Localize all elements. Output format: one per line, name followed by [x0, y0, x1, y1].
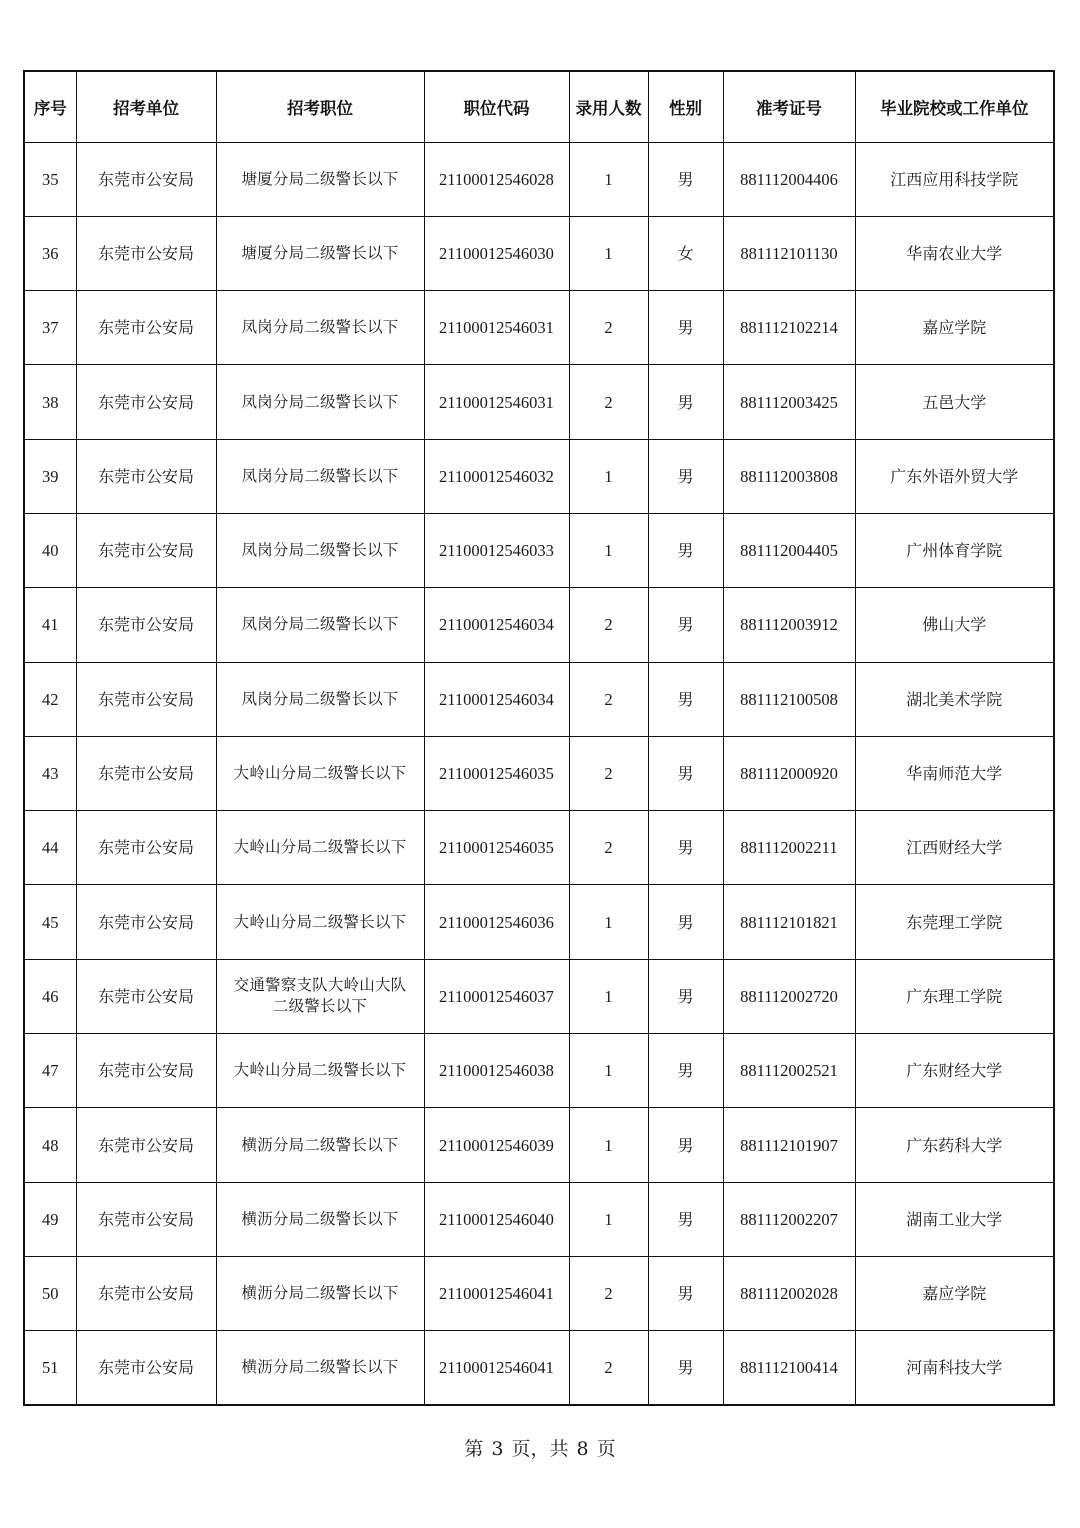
cell-seq: 40: [24, 513, 76, 587]
cell-ticket: 881112100508: [723, 662, 855, 736]
cell-unit: 东莞市公安局: [76, 736, 216, 810]
table-row: [24, 811, 1054, 885]
table-row: [24, 1182, 1054, 1256]
cell-code: 21100012546041: [424, 1256, 569, 1330]
cell-ticket: 881112004405: [723, 513, 855, 587]
cell-school: 江西应用科技学院: [855, 142, 1054, 216]
header-position: 招考职位: [216, 71, 424, 142]
cell-school: 嘉应学院: [855, 291, 1054, 365]
cell-gender: 男: [648, 1034, 723, 1108]
cell-position: 凤岗分局二级警长以下: [216, 439, 424, 513]
cell-seq: 42: [24, 662, 76, 736]
cell-count: 1: [569, 216, 648, 290]
cell-ticket: 881112004406: [723, 142, 855, 216]
cell-ticket: 881112002720: [723, 959, 855, 1033]
header-ticket: 准考证号: [723, 71, 855, 142]
cell-seq: 49: [24, 1182, 76, 1256]
cell-unit: 东莞市公安局: [76, 439, 216, 513]
table-row: [24, 439, 1054, 513]
cell-ticket: 881112101130: [723, 216, 855, 290]
cell-gender: 男: [648, 588, 723, 662]
cell-unit: 东莞市公安局: [76, 588, 216, 662]
cell-position: 大岭山分局二级警长以下: [216, 736, 424, 810]
cell-code: 21100012546028: [424, 142, 569, 216]
cell-ticket: 881112100414: [723, 1331, 855, 1405]
table-header-row: [24, 71, 1054, 142]
cell-seq: 50: [24, 1256, 76, 1330]
cell-ticket: 881112003425: [723, 365, 855, 439]
cell-count: 1: [569, 142, 648, 216]
cell-count: 2: [569, 588, 648, 662]
cell-unit: 东莞市公安局: [76, 216, 216, 290]
header-code: 职位代码: [424, 71, 569, 142]
cell-unit: 东莞市公安局: [76, 1331, 216, 1405]
cell-unit: 东莞市公安局: [76, 885, 216, 959]
cell-unit: 东莞市公安局: [76, 1108, 216, 1182]
cell-count: 2: [569, 365, 648, 439]
cell-count: 2: [569, 662, 648, 736]
table-row: [24, 885, 1054, 959]
header-school: 毕业院校或工作单位: [855, 71, 1054, 142]
cell-gender: 男: [648, 811, 723, 885]
cell-ticket: 881112003808: [723, 439, 855, 513]
cell-school: 河南科技大学: [855, 1331, 1054, 1405]
cell-ticket: 881112002207: [723, 1182, 855, 1256]
cell-unit: 东莞市公安局: [76, 291, 216, 365]
cell-count: 1: [569, 1108, 648, 1182]
cell-school: 佛山大学: [855, 588, 1054, 662]
cell-seq: 43: [24, 736, 76, 810]
cell-count: 1: [569, 513, 648, 587]
cell-count: 1: [569, 885, 648, 959]
cell-seq: 38: [24, 365, 76, 439]
header-gender: 性别: [648, 71, 723, 142]
cell-ticket: 881112101907: [723, 1108, 855, 1182]
cell-ticket: 881112002521: [723, 1034, 855, 1108]
cell-count: 1: [569, 439, 648, 513]
header-count: 录用人数: [569, 71, 648, 142]
cell-code: 21100012546041: [424, 1331, 569, 1405]
cell-code: 21100012546035: [424, 736, 569, 810]
cell-ticket: 881112102214: [723, 291, 855, 365]
cell-position: 塘厦分局二级警长以下: [216, 216, 424, 290]
cell-gender: 男: [648, 1331, 723, 1405]
cell-school: 广东药科大学: [855, 1108, 1054, 1182]
cell-code: 21100012546036: [424, 885, 569, 959]
table-row: [24, 291, 1054, 365]
cell-unit: 东莞市公安局: [76, 811, 216, 885]
cell-code: 21100012546039: [424, 1108, 569, 1182]
cell-position: 交通警察支队大岭山大队二级警长以下: [216, 959, 424, 1033]
table-row: [24, 216, 1054, 290]
cell-count: 1: [569, 1034, 648, 1108]
cell-position: 横沥分局二级警长以下: [216, 1331, 424, 1405]
cell-code: 21100012546033: [424, 513, 569, 587]
cell-seq: 35: [24, 142, 76, 216]
cell-gender: 男: [648, 142, 723, 216]
table-row: [24, 1108, 1054, 1182]
cell-code: 21100012546031: [424, 365, 569, 439]
cell-code: 21100012546034: [424, 588, 569, 662]
cell-seq: 51: [24, 1331, 76, 1405]
cell-seq: 46: [24, 959, 76, 1033]
cell-code: 21100012546038: [424, 1034, 569, 1108]
cell-seq: 45: [24, 885, 76, 959]
cell-school: 广东理工学院: [855, 959, 1054, 1033]
cell-gender: 男: [648, 885, 723, 959]
table-row: [24, 142, 1054, 216]
cell-position: 大岭山分局二级警长以下: [216, 885, 424, 959]
cell-code: 21100012546037: [424, 959, 569, 1033]
cell-position: 塘厦分局二级警长以下: [216, 142, 424, 216]
cell-seq: 36: [24, 216, 76, 290]
cell-school: 湖南工业大学: [855, 1182, 1054, 1256]
cell-position: 凤岗分局二级警长以下: [216, 662, 424, 736]
cell-position: 凤岗分局二级警长以下: [216, 291, 424, 365]
cell-count: 2: [569, 811, 648, 885]
cell-unit: 东莞市公安局: [76, 662, 216, 736]
cell-school: 广州体育学院: [855, 513, 1054, 587]
cell-school: 江西财经大学: [855, 811, 1054, 885]
table-row: [24, 662, 1054, 736]
cell-position: 凤岗分局二级警长以下: [216, 588, 424, 662]
cell-school: 湖北美术学院: [855, 662, 1054, 736]
cell-seq: 41: [24, 588, 76, 662]
table-body: [24, 142, 1054, 1405]
cell-school: 华南农业大学: [855, 216, 1054, 290]
cell-unit: 东莞市公安局: [76, 513, 216, 587]
cell-school: 嘉应学院: [855, 1256, 1054, 1330]
cell-position: 大岭山分局二级警长以下: [216, 811, 424, 885]
cell-code: 21100012546031: [424, 291, 569, 365]
table-row: [24, 1256, 1054, 1330]
cell-ticket: 881112000920: [723, 736, 855, 810]
cell-ticket: 881112101821: [723, 885, 855, 959]
cell-unit: 东莞市公安局: [76, 1182, 216, 1256]
cell-position: 大岭山分局二级警长以下: [216, 1034, 424, 1108]
admission-table: [23, 70, 1055, 1406]
table-row: [24, 365, 1054, 439]
cell-code: 21100012546032: [424, 439, 569, 513]
cell-ticket: 881112002028: [723, 1256, 855, 1330]
cell-seq: 37: [24, 291, 76, 365]
cell-position: 横沥分局二级警长以下: [216, 1108, 424, 1182]
cell-unit: 东莞市公安局: [76, 1034, 216, 1108]
table-row: [24, 588, 1054, 662]
cell-gender: 男: [648, 736, 723, 810]
cell-position: 凤岗分局二级警长以下: [216, 365, 424, 439]
cell-code: 21100012546040: [424, 1182, 569, 1256]
cell-seq: 48: [24, 1108, 76, 1182]
cell-school: 广东外语外贸大学: [855, 439, 1054, 513]
cell-gender: 男: [648, 439, 723, 513]
cell-gender: 男: [648, 662, 723, 736]
cell-position: 横沥分局二级警长以下: [216, 1182, 424, 1256]
cell-count: 1: [569, 1182, 648, 1256]
cell-position: 凤岗分局二级警长以下: [216, 513, 424, 587]
header-seq: 序号: [24, 71, 76, 142]
cell-count: 1: [569, 959, 648, 1033]
cell-ticket: 881112003912: [723, 588, 855, 662]
header-unit: 招考单位: [76, 71, 216, 142]
cell-gender: 男: [648, 1108, 723, 1182]
cell-unit: 东莞市公安局: [76, 1256, 216, 1330]
cell-gender: 男: [648, 1182, 723, 1256]
cell-count: 2: [569, 1331, 648, 1405]
cell-seq: 47: [24, 1034, 76, 1108]
cell-unit: 东莞市公安局: [76, 365, 216, 439]
cell-count: 2: [569, 1256, 648, 1330]
table-row: [24, 1331, 1054, 1405]
cell-count: 2: [569, 736, 648, 810]
cell-school: 五邑大学: [855, 365, 1054, 439]
cell-code: 21100012546030: [424, 216, 569, 290]
cell-school: 华南师范大学: [855, 736, 1054, 810]
cell-code: 21100012546035: [424, 811, 569, 885]
cell-count: 2: [569, 291, 648, 365]
cell-gender: 女: [648, 216, 723, 290]
table-row: [24, 513, 1054, 587]
cell-position: 横沥分局二级警长以下: [216, 1256, 424, 1330]
table-row: [24, 1034, 1054, 1108]
table-row: [24, 959, 1054, 1033]
cell-gender: 男: [648, 291, 723, 365]
cell-gender: 男: [648, 1256, 723, 1330]
table-row: [24, 736, 1054, 810]
cell-gender: 男: [648, 513, 723, 587]
page-number-footer: 第 3 页，共 8 页: [464, 1438, 616, 1460]
cell-ticket: 881112002211: [723, 811, 855, 885]
cell-school: 东莞理工学院: [855, 885, 1054, 959]
cell-seq: 39: [24, 439, 76, 513]
cell-unit: 东莞市公安局: [76, 142, 216, 216]
cell-school: 广东财经大学: [855, 1034, 1054, 1108]
cell-gender: 男: [648, 365, 723, 439]
cell-unit: 东莞市公安局: [76, 959, 216, 1033]
cell-seq: 44: [24, 811, 76, 885]
cell-gender: 男: [648, 959, 723, 1033]
cell-code: 21100012546034: [424, 662, 569, 736]
